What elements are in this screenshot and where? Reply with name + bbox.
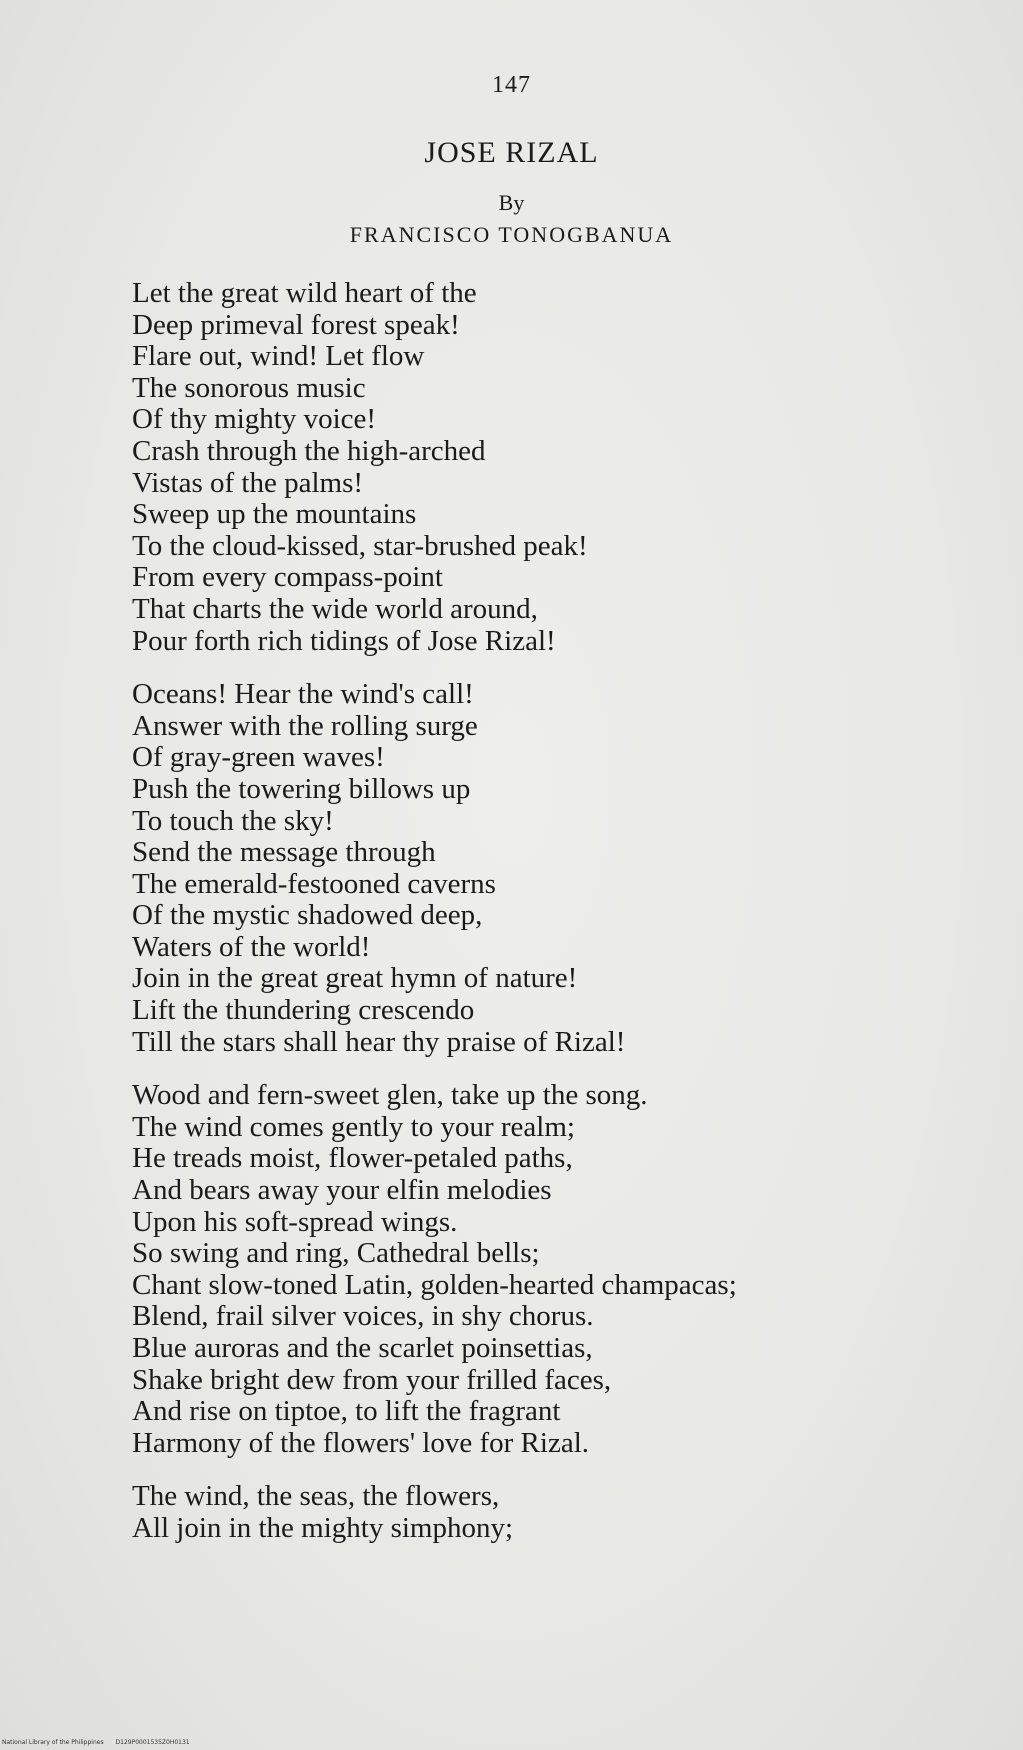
poem-line: Of gray-green waves! xyxy=(132,741,385,774)
poem-line: The wind comes gently to your realm; xyxy=(132,1110,575,1143)
poem-line: Harmony of the flowers' love for Rizal. xyxy=(132,1426,590,1459)
poem-line: Lift the thundering crescendo xyxy=(132,994,475,1027)
poem-line: To touch the sky! xyxy=(132,804,334,837)
poem-title: JOSE RIZAL xyxy=(424,136,599,169)
poem-line: That charts the wide world around, xyxy=(132,592,538,625)
poem-line: Flare out, wind! Let flow xyxy=(132,340,425,373)
poem-line: So swing and ring, Cathedral bells; xyxy=(132,1237,540,1270)
byline: By xyxy=(498,190,525,215)
stanza-1 xyxy=(132,278,992,657)
poem-line: Blend, frail silver voices, in shy chorus. xyxy=(132,1300,594,1333)
author-name: FRANCISCO TONOGBANUA xyxy=(349,222,674,247)
poem-line: Till the stars shall hear thy praise of Rizal! xyxy=(132,1025,626,1058)
scan-code: D129P0001535Z0H0131 xyxy=(115,1739,190,1746)
stanza-4 xyxy=(132,1481,992,1544)
poem-line: Deep primeval forest speak! xyxy=(132,308,460,341)
poem-line: Push the towering billows up xyxy=(132,772,471,805)
poem-line: Blue auroras and the scarlet poinsettias, xyxy=(132,1332,593,1364)
poem-line: And bears away your elfin melodies xyxy=(132,1174,552,1207)
scan-footer xyxy=(2,1739,200,1746)
poem-line: The emerald-festooned caverns xyxy=(132,867,496,900)
poem-line: Of thy mighty voice! xyxy=(132,403,377,436)
poem-body xyxy=(132,278,992,1567)
poem-line: Let the great wild heart of the xyxy=(132,277,477,309)
poem-line: Sweep up the mountains xyxy=(132,498,417,531)
stanza-2 xyxy=(132,679,992,1058)
poem-line: Upon his soft-spread wings. xyxy=(132,1205,458,1238)
poem-line: Shake bright dew from your frilled faces, xyxy=(132,1363,612,1396)
poem-line: Answer with the rolling surge xyxy=(132,709,478,742)
poem-line: Wood and fern-sweet glen, take up the song. xyxy=(132,1079,648,1112)
poem-line: And rise on tiptoe, to lift the fragrant xyxy=(132,1395,561,1428)
poem-line: All join in the mighty simphony; xyxy=(132,1511,514,1544)
poem-line: The sonorous music xyxy=(132,371,366,404)
poem-line: Of the mystic shadowed deep, xyxy=(132,899,483,932)
poem-line: The wind, the seas, the flowers, xyxy=(132,1480,500,1513)
poem-line: From every compass-point xyxy=(132,561,443,594)
library-credit: National Library of the Philippines xyxy=(2,1739,104,1746)
poem-line: He treads moist, flower-petaled paths, xyxy=(132,1142,573,1175)
poem-line: Chant slow-toned Latin, golden-hearted champacas; xyxy=(132,1268,737,1301)
poem-line: Join in the great great hymn of nature! xyxy=(132,962,578,995)
poem-line: Oceans! Hear the wind's call! xyxy=(132,678,474,711)
poem-line: To the cloud-kissed, star-brushed peak! xyxy=(132,529,588,562)
poem-line: Vistas of the palms! xyxy=(132,466,364,499)
poem-line: Pour forth rich tidings of Jose Rizal! xyxy=(132,624,556,657)
stanza-3 xyxy=(132,1080,992,1459)
poem-line: Waters of the world! xyxy=(132,930,371,963)
page-number: 147 xyxy=(492,72,531,98)
poem-line: Crash through the high-arched xyxy=(132,434,486,467)
poem-line: Send the message through xyxy=(132,836,436,869)
